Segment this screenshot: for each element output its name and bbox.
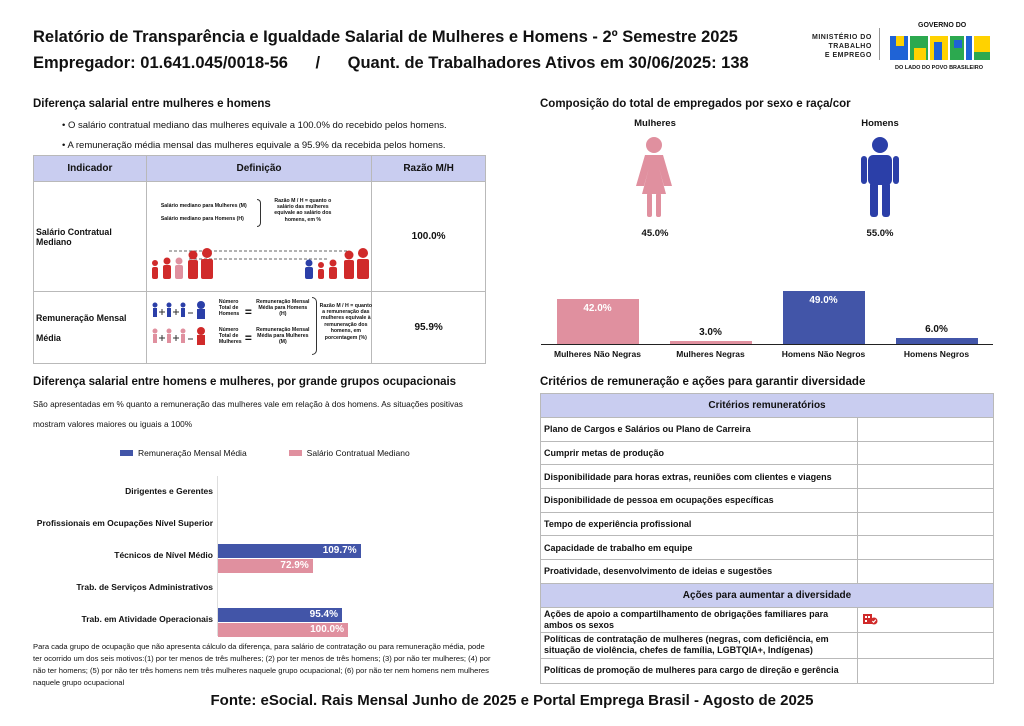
- composition-category-label: Homens Negros: [903, 349, 970, 359]
- gov-brasil-logo: [888, 22, 992, 72]
- remun-criterion-mark: [858, 536, 994, 560]
- def-total-men: Número Total de Homens: [218, 298, 240, 318]
- women-label: Mulheres: [634, 118, 676, 129]
- occ-bar: 109.7%: [218, 544, 361, 558]
- woman-figure-icon: [633, 136, 675, 218]
- occ-category-label: Trab. de Serviços Administrativos: [76, 582, 213, 592]
- remun-criterion-mark: [858, 441, 994, 465]
- composition-bar-chart: [541, 290, 993, 360]
- remun-criterion: Cumprir metas de produção: [541, 441, 858, 465]
- action-item-mark: [858, 607, 994, 632]
- def-median-men: Salário mediano para Homens (H): [160, 215, 244, 222]
- definition-remuneration: [146, 292, 371, 364]
- legend-contract-label: Salário Contratual Mediano: [306, 448, 410, 458]
- men-label: Homens: [861, 118, 899, 129]
- remun-criterion-mark: [858, 418, 994, 442]
- men-pct: 55.0%: [866, 228, 894, 239]
- col-definition: Definição: [146, 156, 371, 182]
- occupational-notes: Para cada grupo de ocupação que não apresenta cálculo da diferença, para salário de contratação ou para remuneração média, pode ter ocorrido um dos seis motivos:(1) por ter menos de três mulheres; (2) por ter menos de três homens; (3) por não ter mulheres; (4) por não ter homens; (5) por não ter três homens nem três mulheres naquele grupo ocupacional; (6) por não ter nem homens nem mulheres naquele grupo ocupacional: [33, 642, 491, 687]
- occ-legend: [120, 448, 410, 458]
- remun-criterion: Tempo de experiência profissional: [541, 512, 858, 536]
- composition-category-label: Homens Não Negros: [781, 349, 866, 359]
- indicator-remuneration-name: [34, 292, 147, 364]
- salary-diff-title: Diferença salarial entre mulheres e homens: [33, 98, 271, 110]
- composition-title: Composição do total de empregados por sexo e raça/cor: [540, 98, 851, 110]
- criteria-table: [540, 393, 994, 684]
- composition-category-label: Mulheres Não Negras: [554, 349, 641, 359]
- man-figure-icon: [859, 136, 901, 218]
- legend-remuneration-label: Remuneração Mensal Média: [138, 448, 247, 458]
- composition-bar-value: 6.0%: [925, 323, 948, 335]
- remun-criterion: Capacidade de trabalho em equipe: [541, 536, 858, 560]
- indicator-table: [33, 155, 486, 364]
- occ-category-label: Dirigentes e Gerentes: [125, 486, 213, 496]
- remun-criterion-mark: [858, 465, 994, 489]
- occ-category-label: Profissionais em Ocupações Nível Superior: [36, 518, 213, 528]
- def-remuneration-note: Razão M / H = quanto a remuneração das mulheres equivale à remuneração dos homens, em porcentagem (%): [319, 302, 372, 341]
- ministry-line-2: TRABALHO: [828, 43, 872, 50]
- people-median-icon: [149, 241, 371, 291]
- action-item-mark: [858, 632, 994, 658]
- remun-criterion: Proatividade, desenvolvimento de ideias e sugestões: [541, 560, 858, 584]
- legend-swatch-pink: [289, 450, 302, 456]
- remun-criterion: Disponibilidade de pessoa em ocupações específicas: [541, 489, 858, 513]
- composition-bar-value: 49.0%: [809, 295, 838, 307]
- col-indicator: Indicador: [34, 156, 147, 182]
- active-workers: Quant. de Trabalhadores Ativos em 30/06/2025: 138: [347, 54, 749, 72]
- def-median-women: Salário mediano para Mulheres (M): [160, 202, 247, 209]
- people-sum-icon: [151, 301, 215, 353]
- occ-bar: 72.9%: [218, 559, 313, 573]
- indicator-contract-name: Salário Contratual Mediano: [34, 182, 147, 292]
- remun-criterion-mark: [858, 560, 994, 584]
- def-contract-note: Razão M / H = quanto o salário das mulheres equivale ao salário dos homens, em %: [274, 197, 332, 223]
- brasil-wordmark-icon: [888, 32, 992, 66]
- definition-contract: [146, 182, 371, 292]
- occupational-desc-2: mostram valores maiores ou iguais a 100%: [33, 419, 193, 429]
- def-avg-women: Remuneração Mensal Média para Mulheres (M): [256, 326, 310, 346]
- legend-swatch-blue: [120, 450, 133, 456]
- occupational-bar-chart: [33, 476, 493, 636]
- actions-header: Ações para aumentar a diversidade: [541, 583, 994, 607]
- building-check-icon: [862, 612, 878, 625]
- composition-bar-value: 42.0%: [583, 302, 612, 314]
- def-avg-men: Remuneração Mensal Média para Homens (H): [256, 298, 310, 318]
- action-item: Políticas de promoção de mulheres para cargo de direção e gerência: [541, 658, 858, 683]
- action-item: Ações de apoio a compartilhamento de obrigações familiares para ambos os sexos: [541, 607, 858, 632]
- brace: [257, 199, 261, 227]
- ratio-remuneration: 95.9%: [372, 292, 486, 364]
- remun-criterion: Disponibilidade para horas extras, reuniões com clientes e viagens: [541, 465, 858, 489]
- indicator-remuneration-line2: Média: [36, 332, 61, 343]
- ratio-contract: 100.0%: [372, 182, 486, 292]
- ministry-logo: [812, 33, 872, 60]
- ministry-line-3: E EMPREGO: [824, 52, 872, 59]
- occupational-desc-1: São apresentadas em % quanto a remuneração das mulheres vale em relação à dos homens. As situações positivas: [33, 399, 463, 409]
- col-ratio: Razão M/H: [372, 156, 486, 182]
- indicator-remuneration-line1: Remuneração Mensal: [36, 312, 127, 323]
- action-item: Políticas de contratação de mulheres (negras, com deficiência, em situação de violência, chefes de família, LGBTQIA+, Indígenas): [541, 632, 858, 658]
- legend-remuneration: [120, 448, 247, 458]
- occ-bar: 95.4%: [218, 608, 342, 622]
- bullet-remuneration: • A remuneração média mensal das mulheres equivale a 95.9% da recebida pelos homens.: [62, 140, 446, 151]
- ministry-line-1: MINISTÉRIO DO: [812, 34, 872, 41]
- brace-2: [312, 297, 317, 355]
- legend-contract: [289, 448, 410, 458]
- def-total-women: Número Total de Mulheres: [218, 326, 242, 346]
- separator: /: [315, 54, 321, 72]
- remun-criterion-mark: [858, 489, 994, 513]
- remun-criterion-mark: [858, 512, 994, 536]
- composition-category-label: Mulheres Negras: [676, 349, 745, 359]
- remun-criteria-header: Critérios remuneratórios: [541, 394, 994, 418]
- remun-criterion: Plano de Cargos e Salários ou Plano de Carreira: [541, 418, 858, 442]
- composition-bar-value: 3.0%: [699, 326, 722, 338]
- logo-divider: [879, 28, 880, 60]
- composition-bar: [896, 338, 978, 344]
- occ-bar: 100.0%: [218, 623, 348, 637]
- occupational-title: Diferença salarial entre homens e mulheres, por grande grupos ocupacionais: [33, 376, 457, 388]
- equals-sign-2: =: [244, 330, 252, 345]
- criteria-title: Critérios de remuneração e ações para garantir diversidade: [540, 376, 866, 388]
- occ-category-label: Trab. em Atividade Operacionais: [81, 614, 213, 624]
- employer-id: Empregador: 01.641.045/0018-56: [33, 54, 288, 72]
- gov-top-text: GOVERNO DO: [918, 22, 967, 29]
- composition-axis: [541, 344, 993, 345]
- women-pct: 45.0%: [641, 228, 669, 239]
- action-item-mark: [858, 658, 994, 683]
- equals-sign-1: =: [244, 304, 252, 319]
- gov-bottom-text: DO LADO DO POVO BRASILEIRO: [895, 65, 984, 71]
- employer-line: [33, 54, 749, 73]
- source-footer: Fonte: eSocial. Rais Mensal Junho de 2025 e Portal Emprega Brasil - Agosto de 2025: [210, 692, 814, 709]
- bullet-contract: • O salário contratual mediano das mulheres equivale a 100.0% do recebido pelos homens.: [62, 120, 447, 131]
- report-title: Relatório de Transparência e Igualdade Salarial de Mulheres e Homens - 2º Semestre 2025: [33, 28, 738, 46]
- occ-category-label: Técnicos de Nível Médio: [114, 550, 213, 560]
